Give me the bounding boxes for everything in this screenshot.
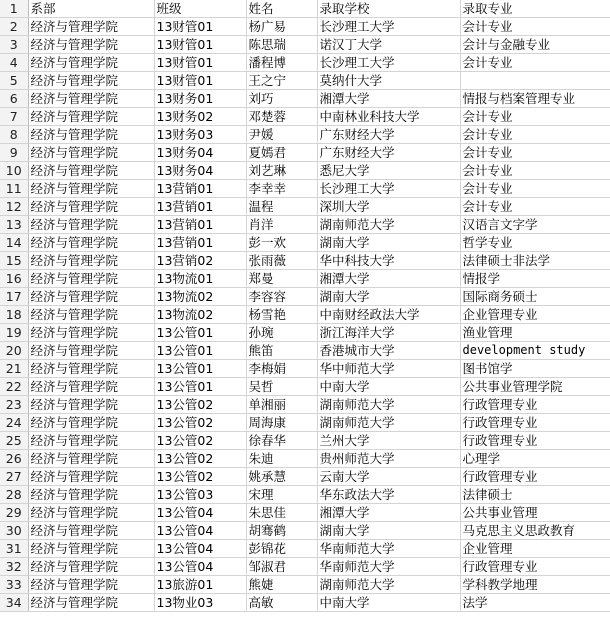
row-number[interactable]: 25 xyxy=(0,432,28,450)
table-cell[interactable]: 经济与管理学院 xyxy=(28,216,154,234)
row-number[interactable]: 26 xyxy=(0,450,28,468)
table-cell[interactable]: development study xyxy=(460,342,610,360)
row-number[interactable]: 8 xyxy=(0,126,28,144)
table-cell[interactable]: 香港城市大学 xyxy=(317,342,460,360)
table-row xyxy=(0,432,610,450)
table-cell[interactable]: 郑曼 xyxy=(246,270,317,288)
row-number[interactable]: 30 xyxy=(0,522,28,540)
table-cell[interactable]: 经济与管理学院 xyxy=(28,324,154,342)
table-cell[interactable]: 深圳大学 xyxy=(317,198,460,216)
table-cell[interactable]: 13营销01 xyxy=(154,198,246,216)
table-cell[interactable]: 13财管01 xyxy=(154,72,246,90)
table-cell[interactable]: 湖南师范大学 xyxy=(317,396,460,414)
table-cell[interactable]: 会计专业 xyxy=(460,54,610,72)
table-cell[interactable]: 湘潭大学 xyxy=(317,270,460,288)
row-number[interactable]: 32 xyxy=(0,558,28,576)
table-cell[interactable]: 13公管02 xyxy=(154,432,246,450)
table-cell[interactable]: 经济与管理学院 xyxy=(28,468,154,486)
table-cell[interactable]: 肖洋 xyxy=(246,216,317,234)
table-cell[interactable]: 中南大学 xyxy=(317,378,460,396)
table-cell[interactable]: 刘艺琳 xyxy=(246,162,317,180)
table-cell[interactable]: 13公管04 xyxy=(154,540,246,558)
table-cell[interactable]: 杨广易 xyxy=(246,18,317,36)
row-number[interactable]: 23 xyxy=(0,396,28,414)
table-row xyxy=(0,594,610,612)
table-cell[interactable]: 13公管04 xyxy=(154,558,246,576)
table-cell[interactable]: 朱思佳 xyxy=(246,504,317,522)
table-cell[interactable]: 吴哲 xyxy=(246,378,317,396)
table-cell[interactable]: 法学 xyxy=(460,594,610,612)
table-cell[interactable]: 宋理 xyxy=(246,486,317,504)
table-cell[interactable]: 尹媛 xyxy=(246,126,317,144)
table-cell[interactable]: 经济与管理学院 xyxy=(28,288,154,306)
table-cell[interactable]: 经济与管理学院 xyxy=(28,180,154,198)
table-cell[interactable]: 会计专业 xyxy=(460,18,610,36)
table-cell[interactable]: 行政管理专业 xyxy=(460,468,610,486)
table-cell[interactable]: 心理学 xyxy=(460,450,610,468)
table-cell[interactable]: 经济与管理学院 xyxy=(28,414,154,432)
row-number[interactable]: 7 xyxy=(0,108,28,126)
table-cell[interactable]: 李容容 xyxy=(246,288,317,306)
table-cell[interactable]: 王之宁 xyxy=(246,72,317,90)
table-cell[interactable]: 邓楚蓉 xyxy=(246,108,317,126)
table-cell[interactable]: 潘程博 xyxy=(246,54,317,72)
table-row xyxy=(0,504,610,522)
table-cell[interactable]: 周海康 xyxy=(246,414,317,432)
table-row xyxy=(0,126,610,144)
table-cell[interactable]: 法律硕士非法学 xyxy=(460,252,610,270)
table-cell[interactable]: 湖南大学 xyxy=(317,288,460,306)
table-cell[interactable]: 湘潭大学 xyxy=(317,504,460,522)
table-cell[interactable]: 浙江海洋大学 xyxy=(317,324,460,342)
table-cell[interactable]: 13公管01 xyxy=(154,378,246,396)
column-header-cell[interactable]: 录取专业 xyxy=(460,0,610,18)
table-row xyxy=(0,324,610,342)
table-row xyxy=(0,486,610,504)
table-cell[interactable]: 13公管04 xyxy=(154,522,246,540)
table-cell[interactable]: 13财务04 xyxy=(154,144,246,162)
table-cell[interactable]: 会计专业 xyxy=(460,180,610,198)
table-cell[interactable]: 13公管03 xyxy=(154,486,246,504)
table-cell[interactable]: 法律硕士 xyxy=(460,486,610,504)
table-cell[interactable]: 会计与金融专业 xyxy=(460,36,610,54)
table-cell[interactable]: 熊婕 xyxy=(246,576,317,594)
table-cell[interactable]: 13公管02 xyxy=(154,414,246,432)
table-cell[interactable]: 经济与管理学院 xyxy=(28,504,154,522)
row-number[interactable]: 13 xyxy=(0,216,28,234)
table-cell[interactable]: 经济与管理学院 xyxy=(28,126,154,144)
table-row xyxy=(0,378,610,396)
table-cell[interactable]: 经济与管理学院 xyxy=(28,234,154,252)
table-row xyxy=(0,180,610,198)
table-cell[interactable]: 高敏 xyxy=(246,594,317,612)
table-cell[interactable]: 13公管01 xyxy=(154,360,246,378)
table-row xyxy=(0,162,610,180)
table-row xyxy=(0,288,610,306)
table-cell[interactable]: 13营销01 xyxy=(154,216,246,234)
row-number[interactable]: 3 xyxy=(0,36,28,54)
table-cell[interactable]: 经济与管理学院 xyxy=(28,576,154,594)
table-row xyxy=(0,18,610,36)
row-number[interactable]: 14 xyxy=(0,234,28,252)
table-cell[interactable]: 孙琬 xyxy=(246,324,317,342)
row-number[interactable]: 21 xyxy=(0,360,28,378)
table-cell[interactable]: 经济与管理学院 xyxy=(28,558,154,576)
table-cell[interactable]: 湖南大学 xyxy=(317,522,460,540)
table-cell[interactable]: 情报学 xyxy=(460,270,610,288)
table-cell[interactable]: 13财务03 xyxy=(154,126,246,144)
row-number[interactable]: 5 xyxy=(0,72,28,90)
table-cell[interactable]: 诺汉丁大学 xyxy=(317,36,460,54)
table-row xyxy=(0,252,610,270)
table-cell[interactable]: 莫纳什大学 xyxy=(317,72,460,90)
table-cell[interactable]: 13营销02 xyxy=(154,252,246,270)
table-cell[interactable]: 经济与管理学院 xyxy=(28,432,154,450)
table-cell[interactable]: 经济与管理学院 xyxy=(28,54,154,72)
table-cell[interactable]: 湖南师范大学 xyxy=(317,414,460,432)
table-cell[interactable]: 企业管理 xyxy=(460,540,610,558)
table-row xyxy=(0,144,610,162)
table-cell[interactable]: 长沙理工大学 xyxy=(317,18,460,36)
table-cell[interactable]: 悉尼大学 xyxy=(317,162,460,180)
table-cell[interactable]: 行政管理专业 xyxy=(460,558,610,576)
table-cell[interactable]: 企业管理专业 xyxy=(460,306,610,324)
table-cell[interactable]: 13公管02 xyxy=(154,396,246,414)
table-cell[interactable]: 中南林业科技大学 xyxy=(317,108,460,126)
table-cell[interactable]: 湖南师范大学 xyxy=(317,576,460,594)
table-row xyxy=(0,108,610,126)
table-row xyxy=(0,522,610,540)
table-cell[interactable]: 13财务04 xyxy=(154,162,246,180)
table-cell[interactable]: 会计专业 xyxy=(460,144,610,162)
table-cell[interactable]: 华东政法大学 xyxy=(317,486,460,504)
row-number[interactable]: 18 xyxy=(0,306,28,324)
table-row xyxy=(0,360,610,378)
table-cell[interactable]: 彭锦花 xyxy=(246,540,317,558)
row-number[interactable]: 1 xyxy=(0,0,28,18)
table-cell[interactable]: 经济与管理学院 xyxy=(28,360,154,378)
table-cell[interactable]: 渔业管理 xyxy=(460,324,610,342)
table-cell[interactable]: 13营销01 xyxy=(154,234,246,252)
row-number[interactable]: 6 xyxy=(0,90,28,108)
table-cell[interactable]: 13公管01 xyxy=(154,342,246,360)
table-row xyxy=(0,540,610,558)
table-cell[interactable]: 华中师范大学 xyxy=(317,360,460,378)
table-cell[interactable]: 会计专业 xyxy=(460,198,610,216)
row-number[interactable]: 15 xyxy=(0,252,28,270)
table-cell[interactable]: 单湘丽 xyxy=(246,396,317,414)
table-row xyxy=(0,450,610,468)
table-cell[interactable]: 李幸幸 xyxy=(246,180,317,198)
table-cell[interactable]: 哲学专业 xyxy=(460,234,610,252)
table-cell[interactable]: 图书馆学 xyxy=(460,360,610,378)
row-number[interactable]: 20 xyxy=(0,342,28,360)
row-number[interactable]: 17 xyxy=(0,288,28,306)
row-number[interactable]: 22 xyxy=(0,378,28,396)
table-cell[interactable]: 广东财经大学 xyxy=(317,126,460,144)
table-cell[interactable]: 徐春华 xyxy=(246,432,317,450)
table-cell[interactable]: 13财务02 xyxy=(154,108,246,126)
table-cell[interactable]: 行政管理专业 xyxy=(460,414,610,432)
table-cell[interactable]: 彭一欢 xyxy=(246,234,317,252)
table-row xyxy=(0,72,610,90)
table-cell[interactable]: 长沙理工大学 xyxy=(317,180,460,198)
table-row xyxy=(0,342,610,360)
table-row xyxy=(0,558,610,576)
table-cell[interactable]: 行政管理专业 xyxy=(460,432,610,450)
table-cell[interactable]: 国际商务硕士 xyxy=(460,288,610,306)
row-number[interactable]: 16 xyxy=(0,270,28,288)
table-cell[interactable]: 经济与管理学院 xyxy=(28,162,154,180)
table-cell[interactable]: 13财管01 xyxy=(154,18,246,36)
table-cell[interactable]: 经济与管理学院 xyxy=(28,72,154,90)
table-cell[interactable]: 长沙理工大学 xyxy=(317,54,460,72)
table-cell[interactable]: 姚承慧 xyxy=(246,468,317,486)
table-cell[interactable]: 贵州师范大学 xyxy=(317,450,460,468)
table-cell[interactable]: 马克思主义思政教育 xyxy=(460,522,610,540)
table-cell[interactable]: 13公管02 xyxy=(154,468,246,486)
table-cell[interactable]: 经济与管理学院 xyxy=(28,90,154,108)
row-number[interactable]: 2 xyxy=(0,18,28,36)
table-cell[interactable]: 13财务01 xyxy=(154,90,246,108)
table-cell[interactable]: 13财管01 xyxy=(154,36,246,54)
column-header-cell[interactable]: 姓名 xyxy=(246,0,317,18)
table-cell[interactable]: 广东财经大学 xyxy=(317,144,460,162)
table-cell[interactable]: 朱迪 xyxy=(246,450,317,468)
table-cell[interactable]: 熊笛 xyxy=(246,342,317,360)
table-cell[interactable]: 汉语言文字学 xyxy=(460,216,610,234)
table-cell[interactable]: 13旅游01 xyxy=(154,576,246,594)
table-cell[interactable]: 张雨薇 xyxy=(246,252,317,270)
row-number[interactable]: 19 xyxy=(0,324,28,342)
table-cell[interactable] xyxy=(460,72,610,90)
table-cell[interactable]: 经济与管理学院 xyxy=(28,378,154,396)
table-cell[interactable]: 邹淑君 xyxy=(246,558,317,576)
table-cell[interactable]: 会计专业 xyxy=(460,126,610,144)
table-row xyxy=(0,216,610,234)
table-cell[interactable]: 经济与管理学院 xyxy=(28,342,154,360)
table-row xyxy=(0,36,610,54)
table-cell[interactable]: 华南师范大学 xyxy=(317,558,460,576)
table-cell[interactable]: 13物流01 xyxy=(154,270,246,288)
table-cell[interactable]: 中南大学 xyxy=(317,594,460,612)
table-row xyxy=(0,414,610,432)
table-row xyxy=(0,396,610,414)
table-row xyxy=(0,90,610,108)
table-cell[interactable]: 13公管02 xyxy=(154,450,246,468)
table-cell[interactable]: 会计专业 xyxy=(460,162,610,180)
table-cell[interactable]: 13营销01 xyxy=(154,180,246,198)
row-number[interactable]: 11 xyxy=(0,180,28,198)
table-cell[interactable]: 情报与档案管理专业 xyxy=(460,90,610,108)
table-cell[interactable]: 云南大学 xyxy=(317,468,460,486)
table-cell[interactable]: 13物流02 xyxy=(154,288,246,306)
table-cell[interactable]: 经济与管理学院 xyxy=(28,18,154,36)
table-cell[interactable]: 经济与管理学院 xyxy=(28,396,154,414)
table-cell[interactable]: 华南师范大学 xyxy=(317,540,460,558)
table-cell[interactable]: 陈思瑞 xyxy=(246,36,317,54)
table-cell[interactable]: 经济与管理学院 xyxy=(28,306,154,324)
table-cell[interactable]: 夏嫣君 xyxy=(246,144,317,162)
row-number[interactable]: 34 xyxy=(0,594,28,612)
row-number[interactable]: 29 xyxy=(0,504,28,522)
table-cell[interactable]: 温程 xyxy=(246,198,317,216)
table-cell[interactable]: 李梅娟 xyxy=(246,360,317,378)
row-number[interactable]: 31 xyxy=(0,540,28,558)
table-cell[interactable]: 13物流02 xyxy=(154,306,246,324)
table-cell[interactable]: 经济与管理学院 xyxy=(28,486,154,504)
row-number[interactable]: 4 xyxy=(0,54,28,72)
table-cell[interactable]: 经济与管理学院 xyxy=(28,540,154,558)
table-row xyxy=(0,270,610,288)
table-row xyxy=(0,54,610,72)
table-cell[interactable]: 公共事业管理学院 xyxy=(460,378,610,396)
table-cell[interactable]: 湖南师范大学 xyxy=(317,216,460,234)
table-cell[interactable]: 行政管理专业 xyxy=(460,396,610,414)
row-number[interactable]: 24 xyxy=(0,414,28,432)
table-cell[interactable]: 经济与管理学院 xyxy=(28,198,154,216)
column-header-cell[interactable]: 班级 xyxy=(154,0,246,18)
table-cell[interactable]: 刘巧 xyxy=(246,90,317,108)
row-number[interactable]: 27 xyxy=(0,468,28,486)
table-cell[interactable]: 经济与管理学院 xyxy=(28,450,154,468)
table-cell[interactable]: 经济与管理学院 xyxy=(28,108,154,126)
row-number[interactable]: 33 xyxy=(0,576,28,594)
table-cell[interactable]: 经济与管理学院 xyxy=(28,252,154,270)
table-cell[interactable]: 经济与管理学院 xyxy=(28,594,154,612)
table-cell[interactable]: 湘潭大学 xyxy=(317,90,460,108)
table-cell[interactable]: 13物业03 xyxy=(154,594,246,612)
table-row xyxy=(0,234,610,252)
table-row xyxy=(0,198,610,216)
table-row xyxy=(0,576,610,594)
column-header-cell[interactable]: 系部 xyxy=(28,0,154,18)
row-number[interactable]: 9 xyxy=(0,144,28,162)
table-cell[interactable]: 13公管04 xyxy=(154,504,246,522)
table-cell[interactable]: 13财管01 xyxy=(154,54,246,72)
table-cell[interactable]: 13公管01 xyxy=(154,324,246,342)
table-cell[interactable]: 公共事业管理 xyxy=(460,504,610,522)
row-number[interactable]: 10 xyxy=(0,162,28,180)
table-cell[interactable]: 经济与管理学院 xyxy=(28,270,154,288)
column-header-cell[interactable]: 录取学校 xyxy=(317,0,460,18)
table-cell[interactable]: 杨雪艳 xyxy=(246,306,317,324)
table-cell[interactable]: 兰州大学 xyxy=(317,432,460,450)
table-cell[interactable]: 学科教学地理 xyxy=(460,576,610,594)
table-cell[interactable]: 湖南大学 xyxy=(317,234,460,252)
table-row xyxy=(0,306,610,324)
row-number[interactable]: 28 xyxy=(0,486,28,504)
table-cell[interactable]: 经济与管理学院 xyxy=(28,144,154,162)
table-cell[interactable]: 经济与管理学院 xyxy=(28,522,154,540)
table-cell[interactable]: 中南财经政法大学 xyxy=(317,306,460,324)
table-cell[interactable]: 会计专业 xyxy=(460,108,610,126)
row-number[interactable]: 12 xyxy=(0,198,28,216)
table-cell[interactable]: 经济与管理学院 xyxy=(28,36,154,54)
table-cell[interactable]: 胡骞鹤 xyxy=(246,522,317,540)
table-cell[interactable]: 华中科技大学 xyxy=(317,252,460,270)
table-row xyxy=(0,468,610,486)
header-row xyxy=(0,0,610,18)
